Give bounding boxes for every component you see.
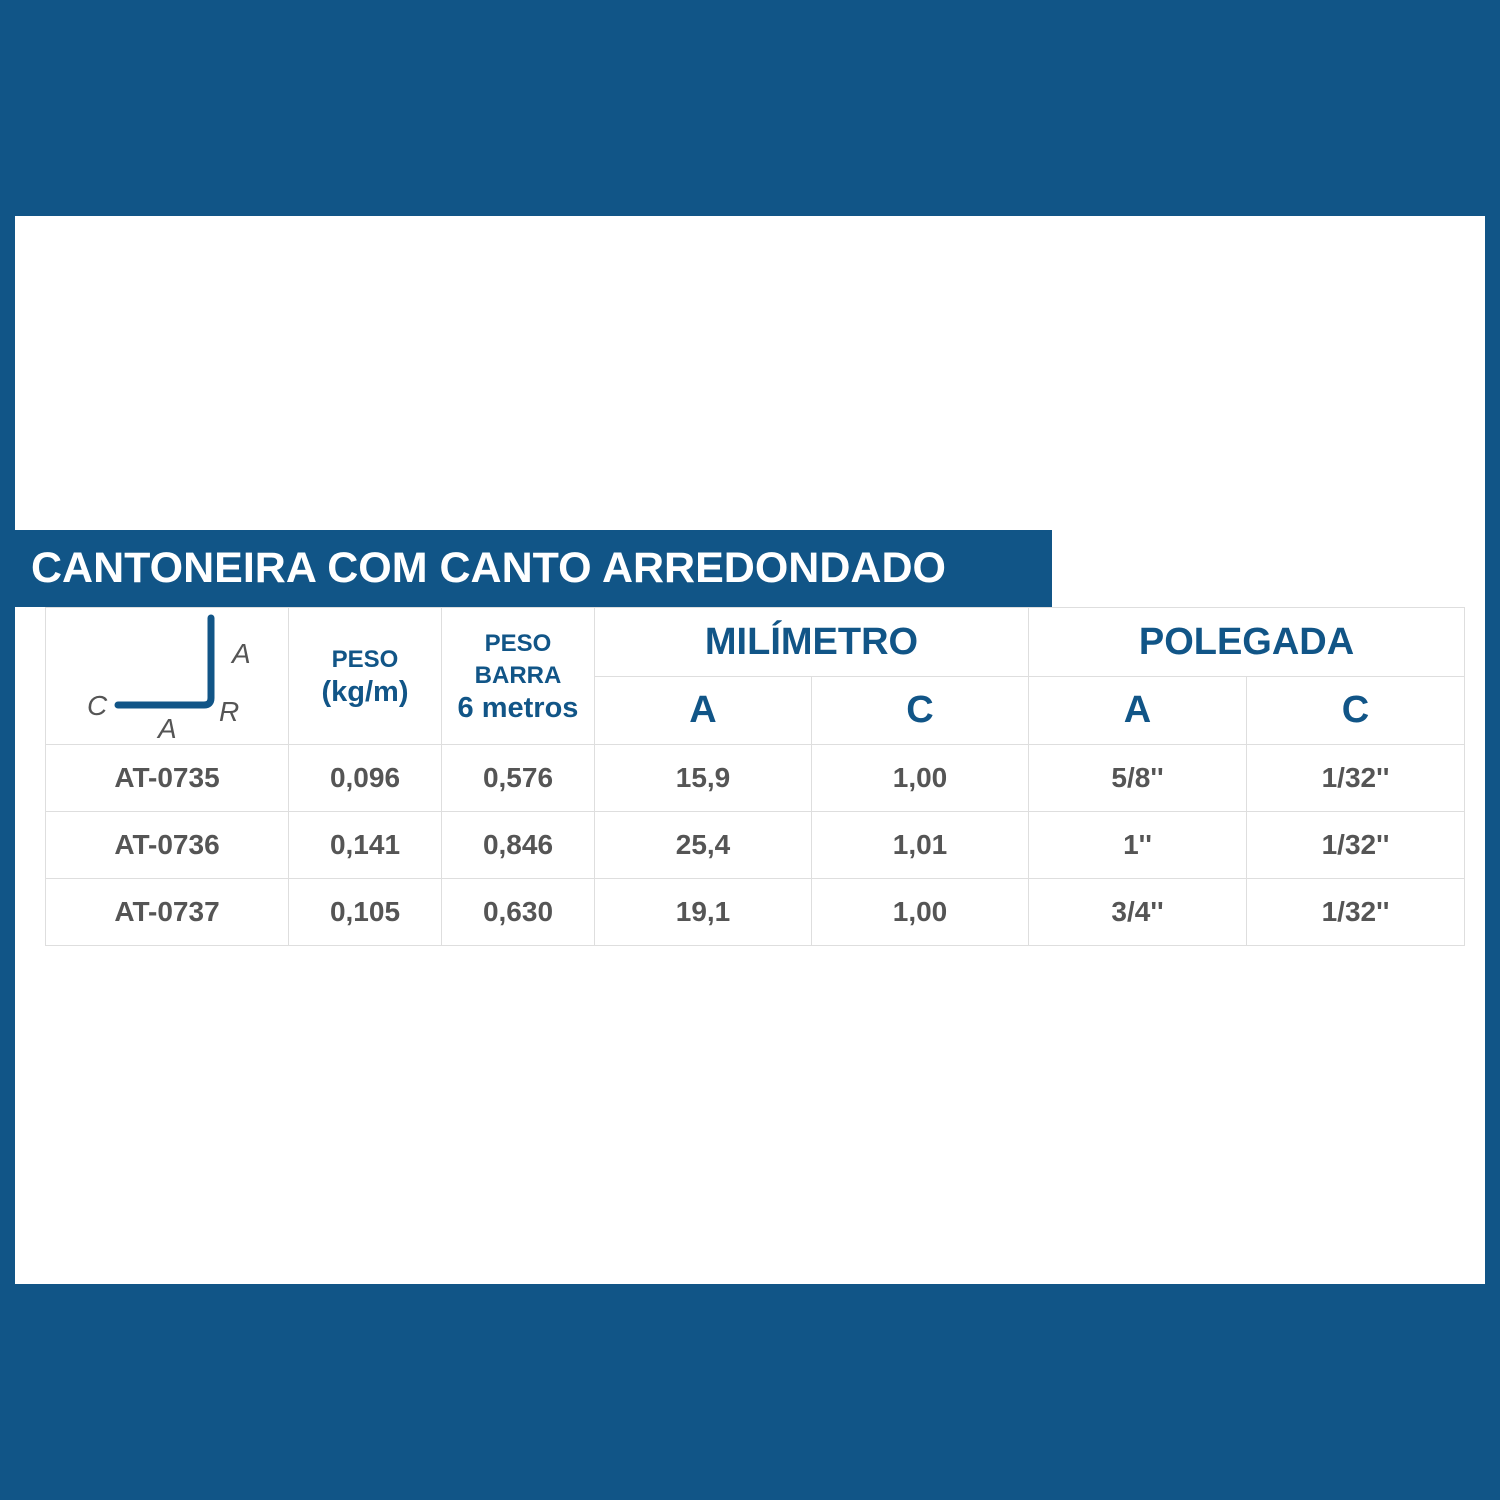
diagram-label-left-c: C — [87, 690, 108, 721]
cell-mm-a: 19,1 — [595, 879, 812, 946]
cell-in-c: 1/32'' — [1247, 745, 1465, 812]
header-in-c: C — [1247, 677, 1465, 745]
cell-peso-barra: 0,576 — [442, 745, 595, 812]
header-polegada: POLEGADA — [1029, 608, 1465, 677]
header-row-1 — [46, 608, 1465, 677]
profile-diagram-cell — [46, 608, 289, 745]
header-peso-barra — [442, 608, 595, 745]
cell-code: AT-0737 — [46, 879, 289, 946]
diagram-label-bottom-a: A — [158, 713, 177, 744]
cell-peso-barra: 0,846 — [442, 812, 595, 879]
cell-peso: 0,105 — [289, 879, 442, 946]
header-peso-line1: PESO — [331, 645, 399, 673]
cell-in-a: 1'' — [1029, 812, 1247, 879]
diagram-label-top-a: A — [232, 638, 251, 669]
table-row — [46, 812, 1465, 879]
cell-mm-c: 1,00 — [812, 745, 1029, 812]
cell-peso: 0,096 — [289, 745, 442, 812]
header-milimetro: MILÍMETRO — [595, 608, 1029, 677]
header-peso-barra-line1: PESO — [484, 630, 552, 657]
header-peso — [289, 608, 442, 745]
table-row — [46, 745, 1465, 812]
cell-mm-a: 25,4 — [595, 812, 812, 879]
cell-code: AT-0735 — [46, 745, 289, 812]
diagram-label-right-r: R — [219, 696, 240, 727]
header-peso-barra-line2: BARRA — [474, 662, 562, 689]
header-mm-a: A — [595, 677, 812, 745]
cell-peso: 0,141 — [289, 812, 442, 879]
cell-code: AT-0736 — [46, 812, 289, 879]
cell-in-a: 5/8'' — [1029, 745, 1247, 812]
cell-mm-a: 15,9 — [595, 745, 812, 812]
cell-in-c: 1/32'' — [1247, 812, 1465, 879]
header-peso-barra-line3: 6 metros — [457, 692, 579, 724]
cell-in-a: 3/4'' — [1029, 879, 1247, 946]
table-row — [46, 879, 1465, 946]
cell-mm-c: 1,00 — [812, 879, 1029, 946]
header-mm-c: C — [812, 677, 1029, 745]
cell-mm-c: 1,01 — [812, 812, 1029, 879]
spec-table — [45, 607, 1465, 946]
angle-profile-icon — [46, 608, 289, 744]
header-peso-line2: (kg/m) — [321, 675, 409, 708]
page-title: CANTONEIRA COM CANTO ARREDONDADO — [15, 530, 1052, 607]
cell-in-c: 1/32'' — [1247, 879, 1465, 946]
cell-peso-barra: 0,630 — [442, 879, 595, 946]
header-in-a: A — [1029, 677, 1247, 745]
